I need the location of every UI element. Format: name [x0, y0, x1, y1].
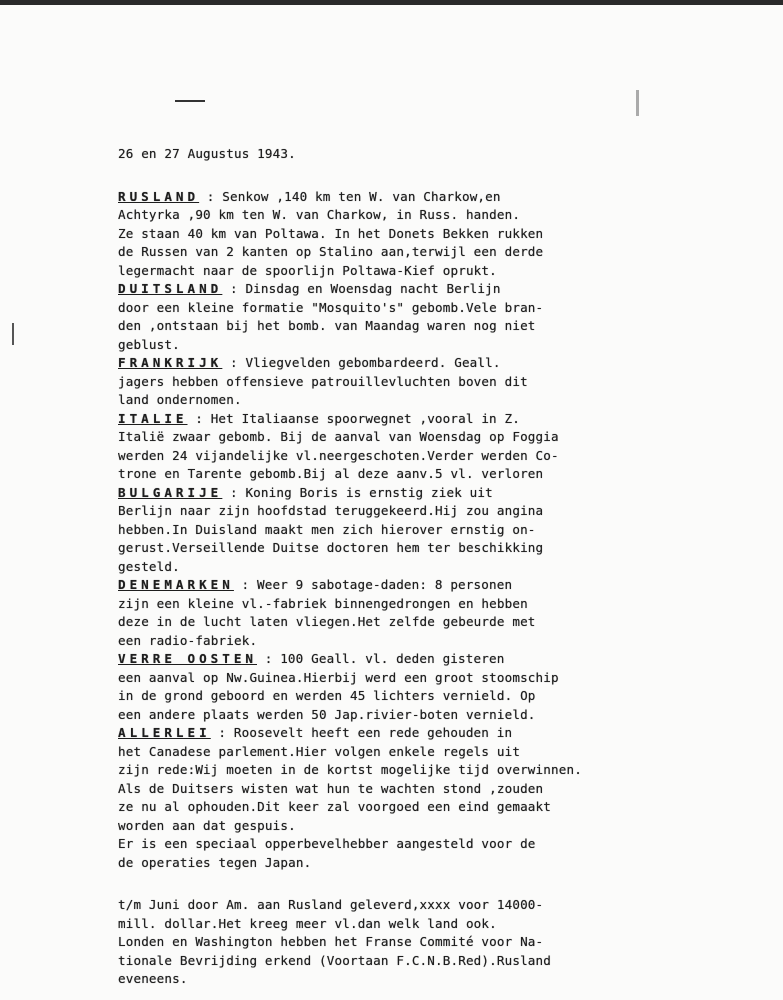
- section-line: [118, 336, 718, 355]
- section-heading: BULGARIJE: [118, 484, 223, 500]
- section-line: [118, 206, 718, 225]
- section-line: [118, 650, 718, 669]
- section-line: [118, 854, 718, 873]
- section-line: [118, 373, 718, 392]
- line-text: hebben.In Duisland maakt men zich hierover ernstig on-: [118, 521, 536, 537]
- section-heading: ITALIE: [118, 410, 188, 426]
- section-heading: FRANKRIJK: [118, 355, 223, 370]
- line-text: trone en Tarente gebomb.Bij al deze aanv.5 vl. verloren: [118, 466, 544, 481]
- section-line: [118, 632, 718, 651]
- section-line: [118, 428, 718, 447]
- section-line: [118, 299, 718, 318]
- line-text: Berlijn naar zijn hoofdstad teruggekeerd.Hij zou angina: [118, 503, 544, 518]
- section-line: [118, 410, 718, 429]
- section-line: [118, 724, 718, 743]
- line-text: : Dinsdag en Woensdag nacht Berlijn: [222, 281, 501, 296]
- line-text: deze in de lucht laten vliegen.Het zelfde gebeurde met: [118, 614, 536, 629]
- line-text: : 100 Geall. vl. deden gisteren: [257, 651, 505, 666]
- section-line: [118, 706, 718, 725]
- line-text: : Senkow ,140 km ten W. van Charkow,en: [199, 188, 501, 204]
- line-text: land ondernomen.: [118, 392, 242, 407]
- line-text: zijn rede:Wij moeten in de kortst mogelijke tijd overwinnen.: [118, 762, 582, 777]
- section-line: [118, 317, 718, 336]
- document-body: [118, 145, 718, 989]
- line-text: een andere plaats werden 50 Jap.rivier-boten vernield.: [118, 706, 536, 722]
- line-text: Ze staan 40 km van Poltawa. In het Donets Bekken rukken: [118, 225, 544, 241]
- line-text: ze nu al ophouden.Dit keer zal voorgoed een eind gemaakt: [118, 799, 551, 814]
- section-line: [118, 539, 718, 558]
- line-text: worden aan dat gespuis.: [118, 817, 296, 833]
- line-text: werden 24 vijandelijke vl.neergeschoten.Verder werden Co-: [118, 447, 559, 463]
- section-line: [118, 225, 718, 244]
- line-text: de Russen van 2 kanten op Stalino aan,terwijl een derde: [118, 244, 544, 259]
- section-line: [118, 521, 718, 540]
- top-dash-mark: [175, 100, 205, 102]
- section-line: [118, 280, 718, 299]
- line-text: jagers hebben offensieve patrouillevluchten boven dit: [118, 373, 528, 389]
- section-line: [118, 595, 718, 614]
- section-line: [118, 188, 718, 207]
- section-line: [118, 761, 718, 780]
- margin-mark: [12, 323, 14, 345]
- section-allerlei: [118, 724, 718, 872]
- line-text: Italië zwaar gebomb. Bij de aanval van Woensdag op Foggia: [118, 429, 559, 444]
- section-line: [118, 558, 718, 577]
- closing-line: t/m Juni door Am. aan Rusland geleverd,xxxx voor 14000-: [118, 897, 544, 912]
- closing-line: Londen en Washington hebben het Franse Commité voor Na-: [118, 934, 544, 949]
- line-text: : Koning Boris is ernstig ziek uit: [222, 484, 493, 500]
- spacer: [118, 164, 718, 188]
- section-line: [118, 354, 718, 373]
- line-text: : Het Italiaanse spoorwegnet ,vooral in Z.: [187, 410, 520, 426]
- date-line: 26 en 27 Augustus 1943.: [118, 146, 296, 161]
- section-line: [118, 669, 718, 688]
- section-heading: RUSLAND: [118, 188, 200, 204]
- line-text: Als de Duitsers wisten wat hun te wachten stond ,zouden: [118, 780, 544, 796]
- section-denemarken: [118, 576, 718, 650]
- line-text: gesteld.: [118, 558, 180, 574]
- section-heading: DENEMARKEN: [118, 577, 234, 592]
- line-text: : Vliegvelden gebombardeerd. Geall.: [222, 355, 501, 370]
- section-line: [118, 743, 718, 762]
- section-frankrijk: [118, 354, 718, 410]
- section-rusland: [118, 188, 718, 281]
- line-text: geblust.: [118, 336, 180, 352]
- closing-line: tionale Bevrijding erkend (Voortaan F.C.N.B.Red).Rusland: [118, 952, 551, 968]
- section-bulgarije: [118, 484, 718, 577]
- line-text: een radio-fabriek.: [118, 632, 258, 648]
- section-line: [118, 835, 718, 854]
- section-line: [118, 613, 718, 632]
- section-line: [118, 798, 718, 817]
- line-text: den ,ontstaan bij het bomb. van Maandag waren nog niet: [118, 318, 536, 333]
- section-line: [118, 484, 718, 503]
- line-text: gerust.Verseillende Duitse doctoren hem ter beschikking: [118, 540, 544, 555]
- section-line: [118, 576, 718, 595]
- line-text: Er is een speciaal opperbevelhebber aangesteld voor de: [118, 836, 536, 851]
- closing-notes: [118, 896, 718, 989]
- line-text: door een kleine formatie "Mosquito's" gebomb.Vele bran-: [118, 299, 544, 315]
- closing-line: eveneens.: [118, 971, 188, 986]
- section-line: [118, 262, 718, 281]
- section-line: [118, 465, 718, 484]
- section-line: [118, 687, 718, 706]
- line-text: in de grond geboord en werden 45 lichters vernield. Op: [118, 688, 536, 703]
- section-line: [118, 391, 718, 410]
- section-heading: ALLERLEI: [118, 725, 211, 740]
- scan-smudge: [636, 90, 639, 116]
- section-line: [118, 243, 718, 262]
- section-line: [118, 780, 718, 799]
- line-text: : Weer 9 sabotage-daden: 8 personen: [233, 577, 513, 592]
- line-text: Achtyrka ,90 km ten W. van Charkow, in Russ. handen.: [118, 207, 521, 222]
- closing-line: mill. dollar.Het kreeg meer vl.dan welk land ook.: [118, 915, 497, 931]
- line-text: het Canadese parlement.Hier volgen enkele regels uit: [118, 743, 521, 759]
- section-italie: [118, 410, 718, 484]
- section-line: [118, 502, 718, 521]
- line-text: : Roosevelt heeft een rede gehouden in: [210, 725, 513, 740]
- line-text: de operaties tegen Japan.: [118, 854, 312, 870]
- section-line: [118, 817, 718, 836]
- section-heading: DUITSLAND: [118, 281, 223, 296]
- typed-page: [0, 5, 783, 1000]
- line-text: legermacht naar de spoorlijn Poltawa-Kief oprukt.: [118, 262, 497, 278]
- section-line: [118, 447, 718, 466]
- section-heading: VERRE OOSTEN: [118, 651, 257, 666]
- section-verre-oosten: [118, 650, 718, 724]
- spacer: [118, 872, 718, 896]
- section-duitsland: [118, 280, 718, 354]
- line-text: zijn een kleine vl.-fabriek binnengedrongen en hebben: [118, 595, 528, 611]
- news-sections: [118, 188, 718, 873]
- line-text: een aanval op Nw.Guinea.Hierbij werd een groot stoomschip: [118, 669, 559, 685]
